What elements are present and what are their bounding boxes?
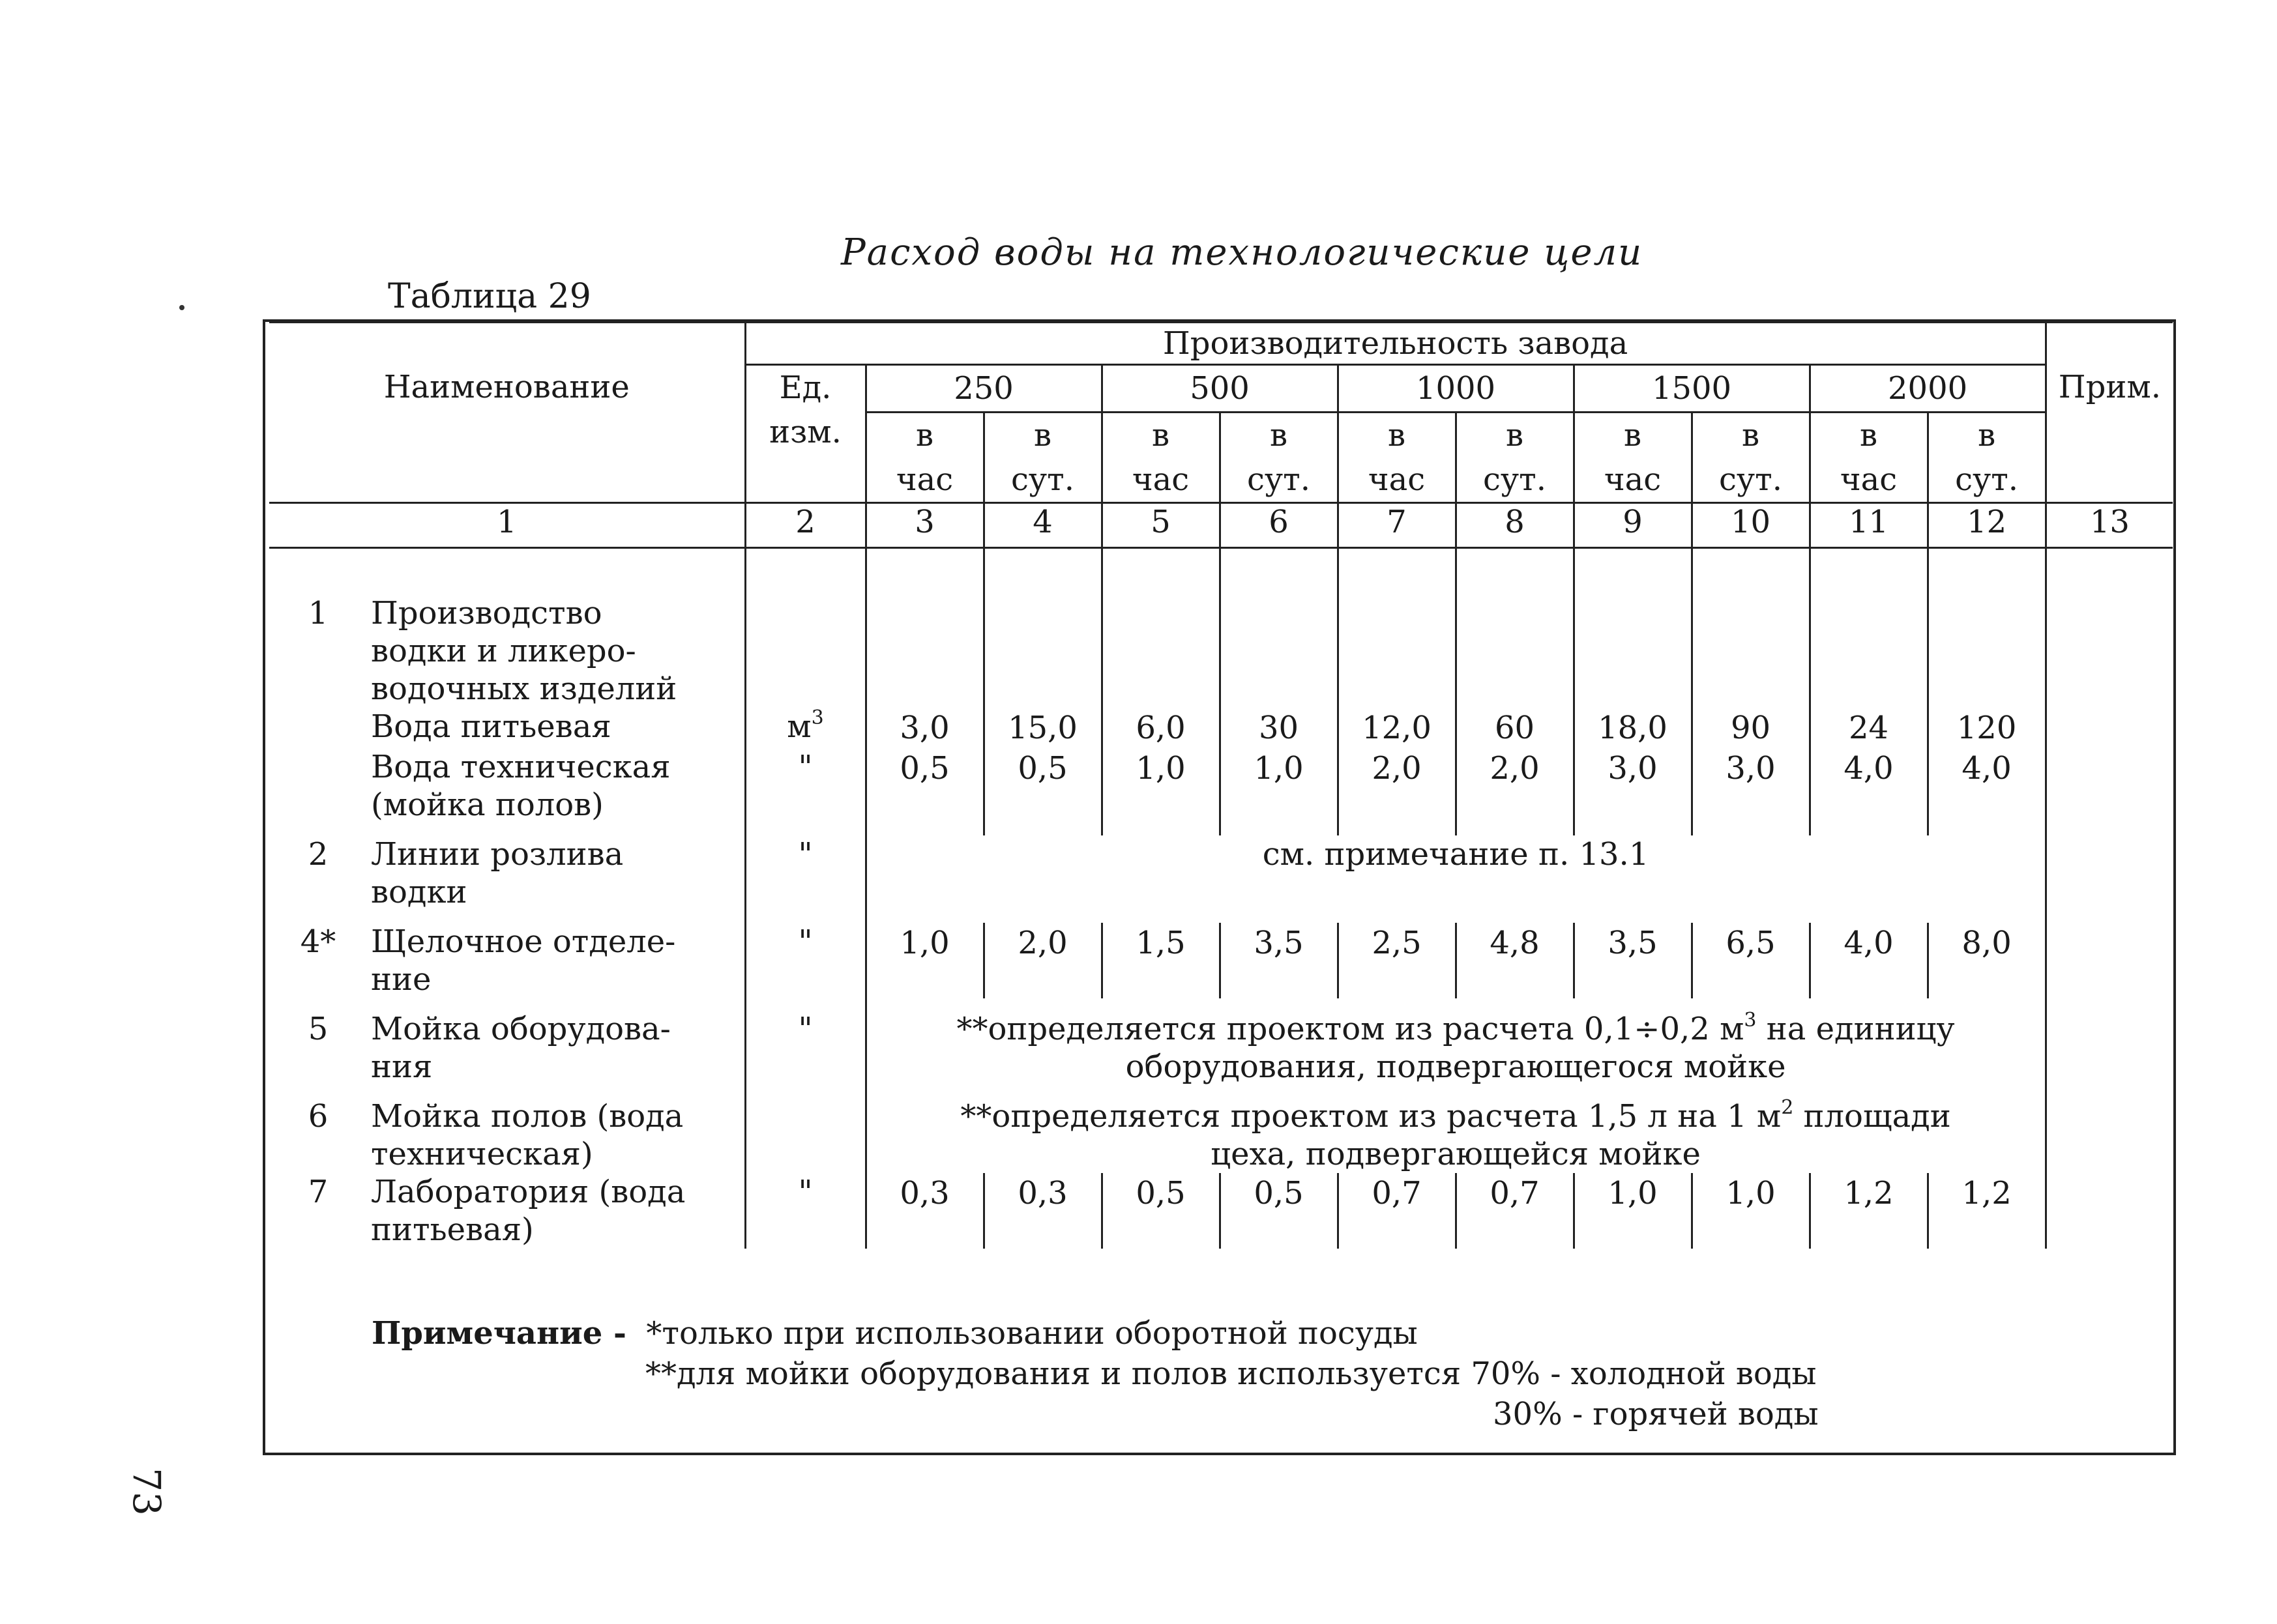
capacity-250: 250 bbox=[866, 365, 1102, 413]
col-num: 10 bbox=[1692, 503, 1810, 548]
row-name: Вода техническая (мойка полов) bbox=[371, 749, 671, 823]
cell: 60 bbox=[1456, 708, 1574, 748]
table-row bbox=[269, 594, 2173, 708]
col-num: 4 bbox=[984, 503, 1102, 548]
cell: 0,3 bbox=[984, 1173, 1102, 1249]
row-unit: " bbox=[745, 923, 866, 998]
cell: 3,0 bbox=[1574, 748, 1692, 824]
table-row bbox=[269, 1097, 2173, 1173]
cell: 0,5 bbox=[1102, 1173, 1220, 1249]
capacity-1500: 1500 bbox=[1574, 365, 1810, 413]
row-name: Линии розлива водки bbox=[371, 836, 624, 910]
col-num: 11 bbox=[1810, 503, 1928, 548]
per-hour-header: в час bbox=[1574, 413, 1692, 503]
row-unit bbox=[745, 1097, 866, 1173]
row-note: **определяется проектом из расчета 0,1÷0,2 $м^3$ на единицу оборудования, подвергающегося мойке bbox=[866, 1010, 2046, 1086]
col-num: 13 bbox=[2046, 503, 2173, 548]
table-label: Таблица 29 bbox=[388, 277, 591, 316]
cell: 0,7 bbox=[1456, 1173, 1574, 1249]
row-index: 7 bbox=[308, 1174, 329, 1210]
cell: 4,0 bbox=[1810, 748, 1928, 824]
capacity-1000: 1000 bbox=[1338, 365, 1574, 413]
col-num: 1 bbox=[269, 503, 745, 548]
header-name: Наименование bbox=[269, 323, 745, 503]
per-day-header: в сут. bbox=[1220, 413, 1338, 503]
row-name: Мойка оборудова- ния bbox=[371, 1011, 671, 1085]
cell: 0,5 bbox=[984, 748, 1102, 824]
cell: 2,0 bbox=[1456, 748, 1574, 824]
row-note: **определяется проектом из расчета 1,5 л на 1 $м^2$ площади цеха, подвергающейся мойке bbox=[866, 1097, 2046, 1173]
header-capacity: Производительность завода bbox=[745, 323, 2046, 365]
cell: 1,5 bbox=[1102, 923, 1220, 998]
note-line-3: 30% - горячей воды bbox=[1493, 1396, 1819, 1432]
row-unit: " bbox=[745, 1173, 866, 1249]
row-note: см. примечание п. 13.1 bbox=[866, 835, 2046, 911]
row-name: Производство водки и ликеро- водочных изделий bbox=[371, 595, 677, 707]
cell: 3,0 bbox=[1692, 748, 1810, 824]
row-unit: " bbox=[745, 835, 866, 911]
table-row bbox=[269, 835, 2173, 911]
row-index: 4* bbox=[300, 923, 336, 960]
per-day-header: в сут. bbox=[984, 413, 1102, 503]
cell: 1,0 bbox=[1102, 748, 1220, 824]
note-line-2: **для мойки оборудования и полов используется 70% - холодной воды bbox=[645, 1356, 1817, 1392]
col-num: 9 bbox=[1574, 503, 1692, 548]
col-num: 12 bbox=[1928, 503, 2046, 548]
col-num: 3 bbox=[866, 503, 984, 548]
row-name: Вода питьевая bbox=[371, 708, 611, 745]
cell: 8,0 bbox=[1928, 923, 2046, 998]
row-index: 5 bbox=[308, 1011, 329, 1047]
per-hour-header: в час bbox=[1338, 413, 1456, 503]
header-row-1 bbox=[269, 323, 2173, 365]
cell: 0,3 bbox=[866, 1173, 984, 1249]
table-row bbox=[269, 923, 2173, 998]
page-title: Расход воды на технологические цели bbox=[841, 231, 1643, 274]
row-unit: " bbox=[745, 1010, 866, 1086]
cell: 90 bbox=[1692, 708, 1810, 748]
cell: 12,0 bbox=[1338, 708, 1456, 748]
column-number-row bbox=[269, 503, 2173, 548]
table-row bbox=[269, 1173, 2173, 1249]
cell: 30 bbox=[1220, 708, 1338, 748]
cell: 24 bbox=[1810, 708, 1928, 748]
cell: 120 bbox=[1928, 708, 2046, 748]
cell: 3,5 bbox=[1574, 923, 1692, 998]
cell: 1,0 bbox=[1574, 1173, 1692, 1249]
page-number: 73 bbox=[124, 1468, 169, 1516]
cell: 3,5 bbox=[1220, 923, 1338, 998]
water-consumption-table bbox=[269, 321, 2173, 1249]
per-day-header: в сут. bbox=[1456, 413, 1574, 503]
row-unit: " bbox=[745, 748, 866, 824]
col-num: 5 bbox=[1102, 503, 1220, 548]
header-unit: Ед. изм. bbox=[745, 365, 866, 503]
per-day-header: в сут. bbox=[1928, 413, 2046, 503]
table-row bbox=[269, 1010, 2173, 1086]
row-unit: $м^3$ bbox=[745, 708, 866, 748]
cell: 2,0 bbox=[1338, 748, 1456, 824]
cell: 4,0 bbox=[1928, 748, 2046, 824]
note-line-1: *только при использовании оборотной посуды bbox=[646, 1315, 1418, 1352]
cell: 1,0 bbox=[1220, 748, 1338, 824]
capacity-2000: 2000 bbox=[1810, 365, 2046, 413]
cell: 18,0 bbox=[1574, 708, 1692, 748]
row-index: 6 bbox=[308, 1098, 329, 1135]
table-subrow bbox=[269, 748, 2173, 824]
table-notes bbox=[372, 1313, 1819, 1434]
per-hour-header: в час bbox=[1102, 413, 1220, 503]
cell: 2,0 bbox=[984, 923, 1102, 998]
row-index: 1 bbox=[308, 595, 329, 631]
cell: 15,0 bbox=[984, 708, 1102, 748]
cell: 1,0 bbox=[866, 923, 984, 998]
per-day-header: в сут. bbox=[1692, 413, 1810, 503]
cell: 1,0 bbox=[1692, 1173, 1810, 1249]
per-hour-header: в час bbox=[1810, 413, 1928, 503]
scan-dot bbox=[179, 305, 184, 310]
cell: 2,5 bbox=[1338, 923, 1456, 998]
cell: 0,7 bbox=[1338, 1173, 1456, 1249]
cell: 0,5 bbox=[1220, 1173, 1338, 1249]
notes-label: Примечание - bbox=[372, 1315, 626, 1352]
cell: 1,2 bbox=[1810, 1173, 1928, 1249]
cell: 6,0 bbox=[1102, 708, 1220, 748]
col-num: 6 bbox=[1220, 503, 1338, 548]
table-subrow bbox=[269, 708, 2173, 748]
row-name: Щелочное отделе- ние bbox=[371, 923, 676, 998]
cell: 4,0 bbox=[1810, 923, 1928, 998]
row-name: Лаборатория (вода питьевая) bbox=[371, 1174, 686, 1248]
cell: 4,8 bbox=[1456, 923, 1574, 998]
row-name: Мойка полов (вода техническая) bbox=[371, 1098, 684, 1172]
cell: 3,0 bbox=[866, 708, 984, 748]
col-num: 7 bbox=[1338, 503, 1456, 548]
per-hour-header: в час bbox=[866, 413, 984, 503]
col-num: 8 bbox=[1456, 503, 1574, 548]
col-num: 2 bbox=[745, 503, 866, 548]
row-index: 2 bbox=[308, 836, 329, 873]
cell: 1,2 bbox=[1928, 1173, 2046, 1249]
cell: 6,5 bbox=[1692, 923, 1810, 998]
header-prim: Прим. bbox=[2046, 323, 2173, 503]
cell: 0,5 bbox=[866, 748, 984, 824]
capacity-500: 500 bbox=[1102, 365, 1338, 413]
